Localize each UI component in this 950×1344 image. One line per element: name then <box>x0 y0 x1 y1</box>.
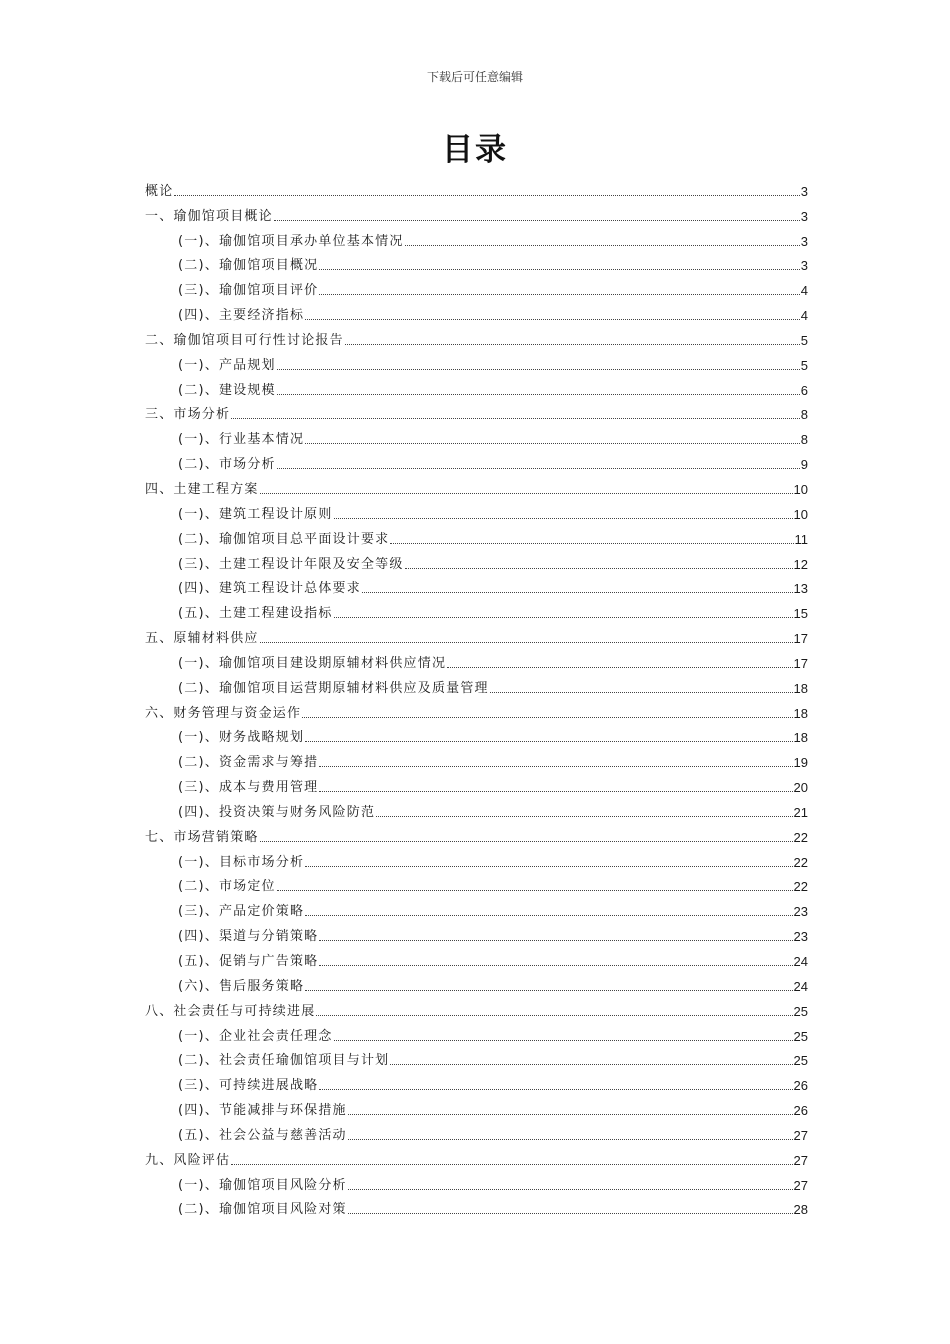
toc-dot-leader <box>348 1114 793 1115</box>
toc-page-number: 21 <box>793 804 808 820</box>
toc-entry-title: (一)、产品规划 <box>178 357 276 373</box>
toc-page-number: 28 <box>793 1202 808 1218</box>
toc-entry-title: 五、原辅材料供应 <box>145 631 259 647</box>
toc-dot-leader <box>334 518 793 519</box>
toc-dot-leader <box>348 1189 793 1190</box>
toc-chapter-entry[interactable] <box>145 200 808 225</box>
toc-entry-title: (三)、瑜伽馆项目评价 <box>178 283 319 299</box>
toc-dot-leader <box>305 866 792 867</box>
toc-dot-leader <box>277 369 800 370</box>
toc-section-entry[interactable] <box>145 771 808 796</box>
toc-entry-title: 七、市场营销策略 <box>145 829 259 845</box>
toc-dot-leader <box>277 394 800 395</box>
toc-dot-leader <box>348 1139 793 1140</box>
toc-page-number: 27 <box>793 1177 808 1193</box>
toc-page-number: 25 <box>793 1003 808 1019</box>
toc-entry-title: (三)、产品定价策略 <box>178 904 305 920</box>
toc-page-number: 25 <box>793 1028 808 1044</box>
toc-dot-leader <box>305 915 792 916</box>
toc-page-number: 8 <box>800 432 808 448</box>
toc-page-number: 12 <box>793 556 808 572</box>
toc-chapter-entry[interactable] <box>145 324 808 349</box>
toc-entry-title: (四)、主要经济指标 <box>178 308 305 324</box>
toc-entry-title: (五)、社会公益与慈善活动 <box>178 1127 347 1143</box>
toc-section-entry[interactable] <box>145 1169 808 1194</box>
toc-entry-title: (二)、市场定位 <box>178 879 276 895</box>
toc-page-number: 15 <box>793 606 808 622</box>
toc-chapter-entry[interactable] <box>145 175 808 200</box>
toc-entry-title: (五)、促销与广告策略 <box>178 954 319 969</box>
toc-chapter-entry[interactable] <box>145 697 808 722</box>
toc-page-number: 19 <box>793 755 808 771</box>
toc-page-number: 24 <box>793 954 808 969</box>
toc-section-entry[interactable] <box>145 945 808 970</box>
toc-page-number: 5 <box>800 332 808 348</box>
toc-entry-title: (一)、瑜伽馆项目建设期原辅材料供应情况 <box>178 655 447 671</box>
toc-dot-leader <box>305 443 800 444</box>
toc-dot-leader <box>319 940 792 941</box>
toc-dot-leader <box>277 890 793 891</box>
toc-page-number: 13 <box>793 581 808 597</box>
toc-section-entry[interactable] <box>145 920 808 945</box>
toc-entry-title: (二)、资金需求与筹措 <box>178 755 319 771</box>
toc-page-number: 18 <box>793 680 808 696</box>
toc-page-number: 22 <box>793 854 808 870</box>
toc-section-entry[interactable] <box>145 250 808 275</box>
toc-dot-leader <box>319 766 792 767</box>
toc-entry-title: (六)、售后服务策略 <box>178 978 305 994</box>
toc-dot-leader <box>319 965 792 966</box>
toc-section-entry[interactable] <box>145 274 808 299</box>
toc-section-entry[interactable] <box>145 746 808 771</box>
toc-entry-title: (一)、瑜伽馆项目风险分析 <box>178 1177 347 1193</box>
toc-page-number: 26 <box>793 1078 808 1094</box>
toc-dot-leader <box>231 418 800 419</box>
toc-section-entry[interactable] <box>145 796 808 821</box>
toc-section-entry[interactable] <box>145 498 808 523</box>
toc-dot-leader <box>348 1213 793 1214</box>
toc-section-entry[interactable] <box>145 225 808 250</box>
toc-section-entry[interactable] <box>145 846 808 871</box>
toc-entry-title: (一)、瑜伽馆项目承办单位基本情况 <box>178 233 404 249</box>
toc-dot-leader <box>390 543 793 544</box>
toc-dot-leader <box>319 791 792 792</box>
toc-page-number: 17 <box>793 655 808 671</box>
toc-section-entry[interactable] <box>145 573 808 598</box>
toc-section-entry[interactable] <box>145 672 808 697</box>
toc-dot-leader <box>319 294 799 295</box>
toc-entry-title: (三)、可持续进展战略 <box>178 1078 319 1094</box>
toc-dot-leader <box>174 195 799 196</box>
toc-dot-leader <box>260 642 793 643</box>
toc-entry-title: 二、瑜伽馆项目可行性讨论报告 <box>145 332 344 348</box>
toc-entry-title: (一)、行业基本情况 <box>178 432 305 448</box>
toc-section-entry[interactable] <box>145 548 808 573</box>
toc-page-number: 20 <box>793 780 808 796</box>
toc-entry-title: (二)、市场分析 <box>178 457 276 473</box>
toc-page-number: 23 <box>793 904 808 920</box>
toc-dot-leader <box>405 245 800 246</box>
toc-entry-title: (五)、土建工程建设指标 <box>178 606 333 622</box>
toc-dot-leader <box>362 592 793 593</box>
toc-page-number: 4 <box>800 283 808 299</box>
toc-section-entry[interactable] <box>145 895 808 920</box>
toc-page-number: 25 <box>793 1053 808 1069</box>
toc-entry-title: (二)、社会责任瑜伽馆项目与计划 <box>178 1053 390 1069</box>
toc-section-entry[interactable] <box>145 1045 808 1070</box>
toc-entry-title: (二)、瑜伽馆项目风险对策 <box>178 1202 347 1218</box>
toc-section-entry[interactable] <box>145 349 808 374</box>
toc-page-number: 23 <box>793 929 808 945</box>
toc-page-number: 3 <box>800 208 808 224</box>
toc-entry-title: (二)、建设规模 <box>178 382 276 398</box>
toc-page-number: 22 <box>793 829 808 845</box>
toc-section-entry[interactable] <box>145 647 808 672</box>
toc-page-number: 3 <box>800 183 808 199</box>
toc-entry-title: (二)、瑜伽馆项目总平面设计要求 <box>178 531 390 547</box>
toc-dot-leader <box>260 493 793 494</box>
toc-dot-leader <box>302 717 792 718</box>
toc-entry-title: (四)、建筑工程设计总体要求 <box>178 581 361 597</box>
toc-section-entry[interactable] <box>145 374 808 399</box>
toc-page-number: 10 <box>793 506 808 522</box>
toc-page-number: 9 <box>800 457 808 473</box>
toc-page-number: 6 <box>800 382 808 398</box>
toc-section-entry[interactable] <box>145 871 808 896</box>
toc-entry-title: (四)、投资决策与财务风险防范 <box>178 804 376 820</box>
toc-page-number: 3 <box>800 258 808 274</box>
toc-entry-title: (一)、企业社会责任理念 <box>178 1028 333 1044</box>
toc-section-entry[interactable] <box>145 423 808 448</box>
toc-section-entry[interactable] <box>145 523 808 548</box>
toc-dot-leader <box>231 1164 792 1165</box>
table-of-contents <box>145 175 808 1218</box>
toc-chapter-entry[interactable] <box>145 1144 808 1169</box>
toc-entry-title: (二)、瑜伽馆项目运营期原辅材料供应及质量管理 <box>178 680 489 696</box>
toc-dot-leader <box>274 220 800 221</box>
toc-entry-title: 概论 <box>145 183 174 199</box>
toc-dot-leader <box>277 468 800 469</box>
toc-section-entry[interactable] <box>145 1119 808 1144</box>
toc-chapter-entry[interactable] <box>145 473 808 498</box>
toc-page-number: 8 <box>800 407 808 423</box>
toc-entry-title: 九、风险评估 <box>145 1152 231 1168</box>
toc-dot-leader <box>447 667 792 668</box>
toc-entry-title: (四)、节能减排与环保措施 <box>178 1103 347 1119</box>
toc-page-number: 27 <box>793 1127 808 1143</box>
toc-page-number: 22 <box>793 879 808 895</box>
toc-section-entry[interactable] <box>145 1020 808 1045</box>
toc-chapter-entry[interactable] <box>145 399 808 424</box>
toc-page-number: 26 <box>793 1103 808 1119</box>
toc-section-entry[interactable] <box>145 448 808 473</box>
toc-page-number: 10 <box>793 481 808 497</box>
toc-dot-leader <box>319 1089 792 1090</box>
toc-entry-title: (一)、财务战略规划 <box>178 730 305 746</box>
toc-dot-leader <box>305 319 800 320</box>
toc-section-entry[interactable] <box>145 597 808 622</box>
toc-dot-leader <box>376 816 792 817</box>
toc-dot-leader <box>316 1015 792 1016</box>
toc-entry-title: (一)、建筑工程设计原则 <box>178 506 333 522</box>
page-header: 下载后可任意编辑 <box>426 70 523 84</box>
toc-chapter-entry[interactable] <box>145 622 808 647</box>
toc-entry-title: 三、市场分析 <box>145 407 231 423</box>
toc-entry-title: (一)、目标市场分析 <box>178 854 305 870</box>
toc-dot-leader <box>390 1064 792 1065</box>
toc-dot-leader <box>405 568 793 569</box>
toc-page-number: 5 <box>800 357 808 373</box>
toc-section-entry[interactable] <box>145 1094 808 1119</box>
toc-chapter-entry[interactable] <box>145 995 808 1020</box>
toc-page-number: 18 <box>793 730 808 746</box>
toc-page-number: 3 <box>800 233 808 249</box>
toc-chapter-entry[interactable] <box>145 821 808 846</box>
toc-page-number: 17 <box>793 631 808 647</box>
toc-entry-title: (三)、成本与费用管理 <box>178 780 319 796</box>
toc-dot-leader <box>305 741 792 742</box>
toc-entry-title: (三)、土建工程设计年限及安全等级 <box>178 556 404 572</box>
toc-section-entry[interactable] <box>145 1069 808 1094</box>
toc-page-number: 18 <box>793 705 808 721</box>
toc-section-entry[interactable] <box>145 299 808 324</box>
toc-dot-leader <box>334 1040 793 1041</box>
toc-section-entry[interactable] <box>145 1194 808 1219</box>
toc-dot-leader <box>319 269 799 270</box>
toc-entry-title: (四)、渠道与分销策略 <box>178 929 319 945</box>
toc-entry-title: 六、财务管理与资金运作 <box>145 705 302 721</box>
toc-page-number: 24 <box>793 978 808 994</box>
toc-entry-title: 八、社会责任与可持续进展 <box>145 1003 316 1019</box>
toc-title: 目录 <box>442 132 508 168</box>
toc-section-entry[interactable] <box>145 970 808 995</box>
toc-dot-leader <box>305 990 792 991</box>
toc-page-number: 4 <box>800 308 808 324</box>
toc-entry-title: 一、瑜伽馆项目概论 <box>145 208 273 224</box>
toc-page-number: 11 <box>794 531 808 547</box>
toc-dot-leader <box>490 692 793 693</box>
toc-entry-title: 四、土建工程方案 <box>145 481 259 497</box>
toc-dot-leader <box>345 344 800 345</box>
toc-dot-leader <box>334 617 793 618</box>
toc-dot-leader <box>260 841 793 842</box>
toc-page-number: 27 <box>793 1152 808 1168</box>
toc-entry-title: (二)、瑜伽馆项目概况 <box>178 258 319 274</box>
toc-section-entry[interactable] <box>145 722 808 747</box>
